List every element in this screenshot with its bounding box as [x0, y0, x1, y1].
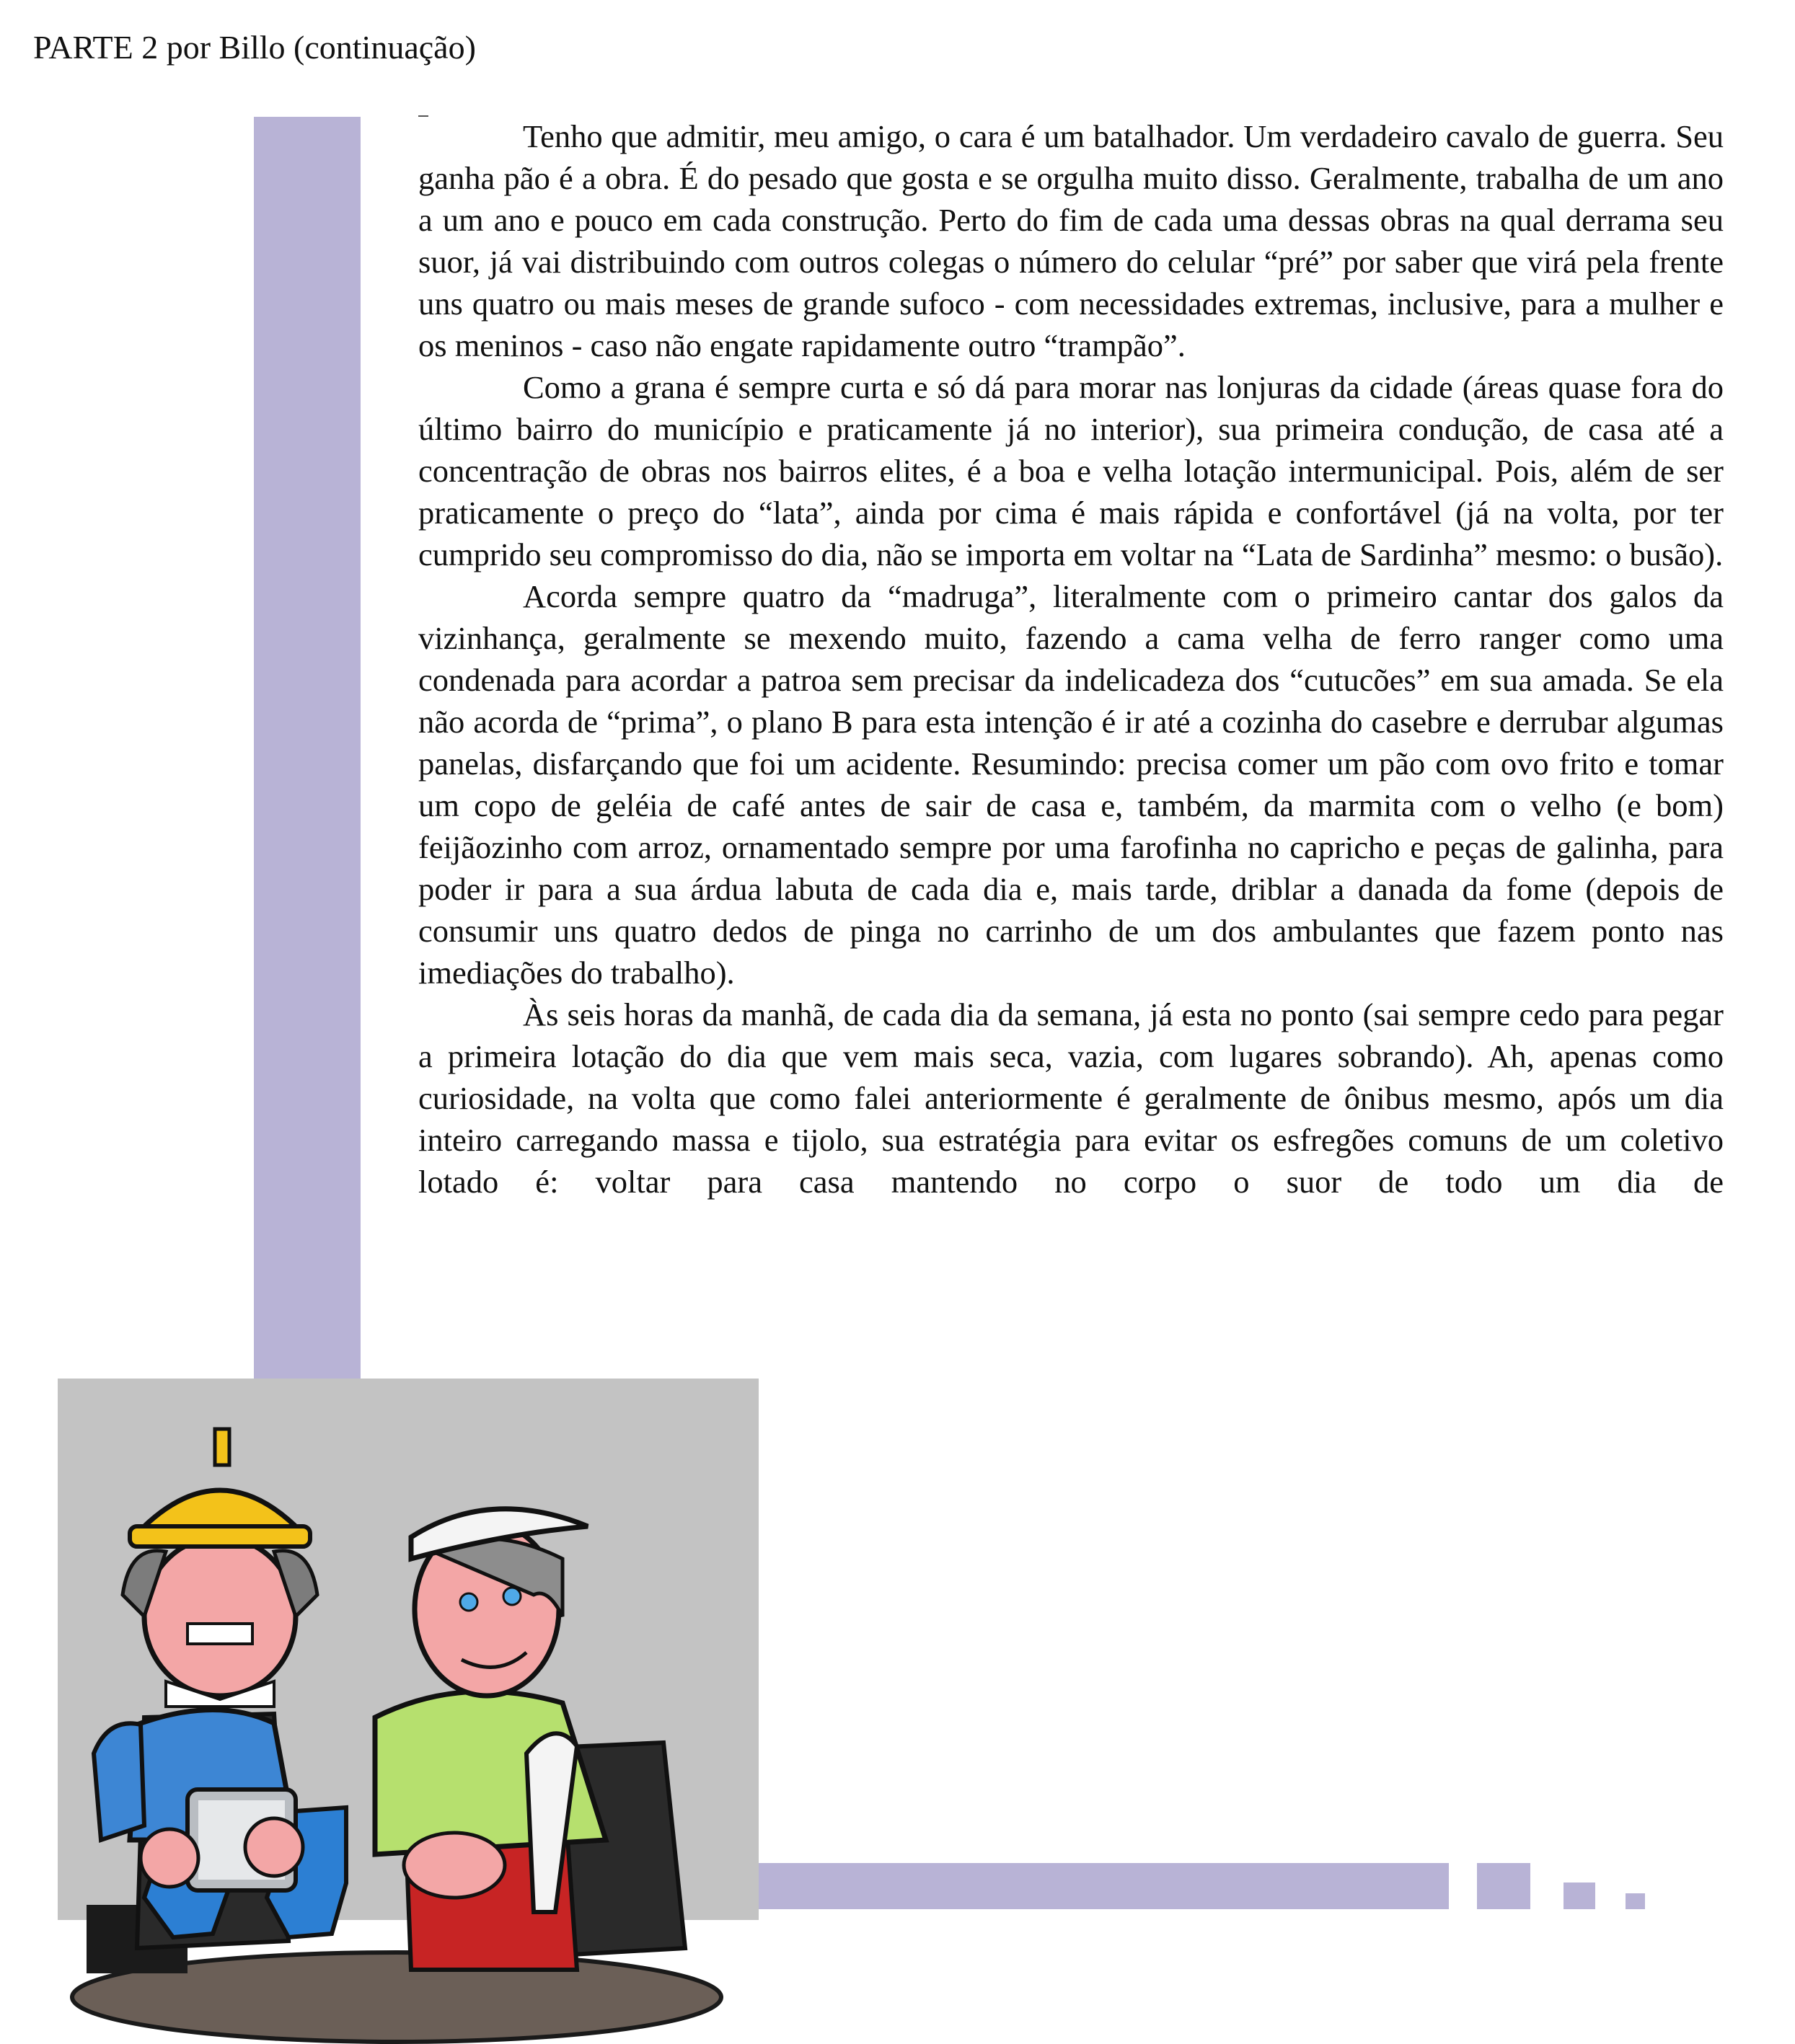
vertical-accent-bar	[254, 117, 361, 1382]
footer-accent-square-medium	[1564, 1882, 1595, 1909]
footer-accent-bar	[759, 1863, 1449, 1909]
paragraph-4: Às seis horas da manhã, de cada dia da semana, já esta no ponto (sai sempre cedo para pegar a primeira lotação do dia que vem mais seca, vazia, com lugares sobrando). Ah, apenas como curiosidade, na volta que como falei anteriormente é geralmente de ônibus mesmo, após um dia inteiro carregando massa e tijolo, sua estratégia para evitar os esfregões comuns de um coletivo lotado é: voltar para casa mantendo no corpo o suor de todo um dia de	[418, 996, 1724, 1200]
footer-accent-square-large	[1477, 1863, 1530, 1909]
paragraph-3: Acorda sempre quatro da “madruga”, literalmente com o primeiro cantar dos galos da vizinhança, geralmente se mexendo muito, fazendo a cama velha de ferro ranger como uma condenada para acordar a patroa sem precisar da indelicadeza dos “cutucões” em sua amada. Se ela não acorda de “prima”, o plano B para esta intenção é ir até a cozinha do casebre e derrubar algumas panelas, disfarçando que foi um acidente. Resumindo: precisa comer um pão com ovo frito e tomar um copo de geléia de café antes de sair de casa e, também, da marmita com o velho (e bom) feijãozinho com arroz, ornamentado sempre por uma farofinha no capricho e peças de galinha, para poder ir para a sua árdua labuta de cada dia e, mais tarde, driblar a danada da fome (depois de consumir uns quatro dedos de pinga no carrinho de um dos ambulantes que fazem ponto nas imediações do trabalho).	[418, 578, 1724, 991]
paragraph-2: Como a grana é sempre curta e só dá para morar nas lonjuras da cidade (áreas quase fora do último bairro do município e praticamente já no interior), sua primeira condução, de casa até a concentração de obras nos bairros elites, é a boa e velha lotação intermunicipal. Pois, além de ser praticamente o preço do “lata”, ainda por cima é mais rápida e confortável (já na volta, por ter cumprido seu compromisso do dia, não se importa em voltar na “Lata de Sardinha” mesmo: o busão).	[418, 369, 1724, 572]
page-header: PARTE 2 por Billo (continuação)	[33, 29, 476, 66]
article-body	[418, 115, 1724, 1203]
bus-passengers-illustration	[58, 1379, 759, 2044]
paragraph-1: Tenho que admitir, meu amigo, o cara é um batalhador. Um verdadeiro cavalo de guerra. Seu ganha pão é a obra. É do pesado que gosta e se orgulha muito disso. Geralmente, trabalha de um ano a um ano e pouco em cada construção. Perto do fim de cada uma dessas obras na qual derrama seu suor, já vai distribuindo com outros colegas o número do celular “pré” por saber que virá pela frente uns quatro ou mais meses de grande sufoco - com necessidades extremas, inclusive, para a mulher e os meninos - caso não engate rapidamente outro “trampão”.	[418, 118, 1724, 363]
footer-accent-square-small	[1626, 1893, 1645, 1909]
